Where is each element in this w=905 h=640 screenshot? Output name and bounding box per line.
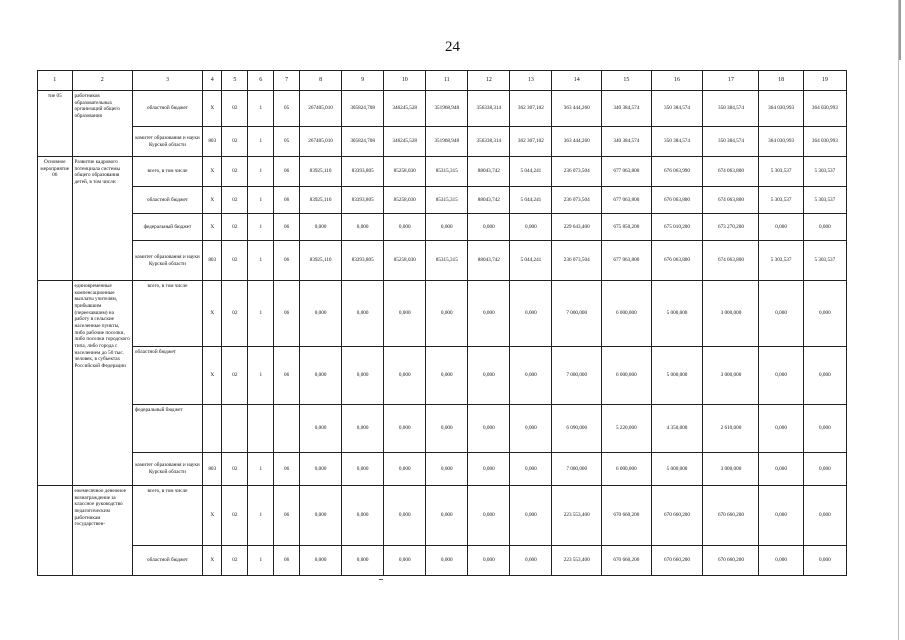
table-cell: 02 — [222, 187, 248, 214]
table-cell: 0,000 — [468, 405, 510, 453]
table-row — [38, 405, 847, 453]
table-cell: 0,000 — [342, 214, 384, 241]
column-number: 15 — [602, 71, 652, 91]
table-row — [38, 546, 847, 576]
table-cell: 0,000 — [426, 546, 468, 576]
table-cell: 02 — [222, 546, 248, 576]
table-cell: X — [203, 347, 222, 405]
table-cell: 5 303,537 — [759, 241, 803, 281]
table-cell: 0,000 — [426, 347, 468, 405]
table-cell: 267405,010 — [300, 91, 342, 127]
column-number: 11 — [426, 71, 468, 91]
column-number: 17 — [703, 71, 759, 91]
table-cell: 0,000 — [759, 486, 803, 546]
measure-code — [38, 281, 73, 486]
table-cell: 0,000 — [510, 486, 552, 546]
table-cell: 1 — [248, 453, 274, 486]
table-cell: X — [203, 486, 222, 546]
page-number: 24 — [445, 39, 460, 55]
table-cell: 236 073,504 — [552, 187, 602, 214]
table-cell: 4 350,000 — [651, 405, 703, 453]
table-cell: X — [203, 187, 222, 214]
table-cell: 267405,010 — [300, 127, 342, 157]
table-cell: 363 444,260 — [552, 127, 602, 157]
table-cell: 0,000 — [384, 405, 426, 453]
table-cell: 3 000,000 — [703, 453, 759, 486]
column-number: 9 — [342, 71, 384, 91]
measure-code: тие 05 — [38, 91, 73, 157]
table-cell: 356338,314 — [468, 127, 510, 157]
table-cell — [274, 405, 300, 453]
funding-source: комитет образования и науки Курской области — [132, 453, 202, 486]
table-cell: 5 044,241 — [510, 187, 552, 214]
table-cell: 6 000,000 — [602, 453, 652, 486]
table-cell: 0,000 — [759, 546, 803, 576]
table-cell: 5 000,000 — [651, 281, 703, 347]
table-cell: 0,000 — [300, 405, 342, 453]
table-cell: 83925,110 — [300, 157, 342, 187]
table-cell: 0,000 — [426, 486, 468, 546]
table-cell: 0,000 — [803, 405, 846, 453]
table-cell: 0,000 — [384, 347, 426, 405]
measure-name: ежемесячное денежное вознаграждение за классное руководство педагогическим работникам государствен- — [72, 486, 132, 576]
table-cell: X — [203, 281, 222, 347]
table-cell: 675 850,200 — [602, 214, 652, 241]
table-cell: 0,000 — [759, 405, 803, 453]
table-row — [38, 157, 847, 187]
table-cell: 0,000 — [300, 281, 342, 347]
table-cell: 06 — [274, 281, 300, 347]
table-cell: 3 000,000 — [703, 281, 759, 347]
table-cell: 06 — [274, 453, 300, 486]
table-cell: 02 — [222, 91, 248, 127]
table-cell: 0,000 — [342, 546, 384, 576]
table-cell: 1 — [248, 241, 274, 281]
measure-name: работников образовательных организаций общего образования — [72, 91, 132, 157]
measure-name: единовременные компенсационные выплаты учителям, прибывшим (переехавшим) на работу в сельские населенные пункты, либо рабочие поселки, либо поселки городского типа, либо города с населением до 50 тыс. человек, в субъектах Российской Федерации — [72, 281, 132, 486]
table-cell: 6 000,000 — [602, 281, 652, 347]
table-cell: 229 643,400 — [552, 214, 602, 241]
table-cell: 0,000 — [468, 281, 510, 347]
table-row — [38, 214, 847, 241]
table-cell: 363 444,260 — [552, 91, 602, 127]
table-cell: 5 044,241 — [510, 157, 552, 187]
table-cell: 88043,742 — [468, 241, 510, 281]
table-row — [38, 127, 847, 157]
table-cell: 305824,708 — [342, 91, 384, 127]
table-cell: 0,000 — [803, 347, 846, 405]
column-number: 18 — [759, 71, 803, 91]
table-cell: 670 660,200 — [602, 486, 652, 546]
table-cell: 356338,314 — [468, 91, 510, 127]
table-cell: 673 270,200 — [703, 214, 759, 241]
funding-source: областной бюджет — [132, 546, 202, 576]
table-cell: 803 — [203, 453, 222, 486]
table-cell: 0,000 — [384, 453, 426, 486]
table-cell: 674 063,800 — [703, 157, 759, 187]
table-cell: 0,000 — [468, 453, 510, 486]
funding-source: всего, в том числе — [132, 157, 202, 187]
table-cell: 0,000 — [342, 405, 384, 453]
column-number: 5 — [222, 71, 248, 91]
table-cell: 223 553,400 — [552, 546, 602, 576]
table-cell: 85315,315 — [426, 187, 468, 214]
table-cell: 674 063,800 — [703, 187, 759, 214]
table-cell: 0,000 — [803, 546, 846, 576]
table-cell: 02 — [222, 347, 248, 405]
table-cell: X — [203, 157, 222, 187]
table-cell: 670 660,200 — [703, 546, 759, 576]
table-cell: 340 384,574 — [602, 127, 652, 157]
table-cell: 351968,948 — [426, 91, 468, 127]
table-cell: 0,000 — [510, 405, 552, 453]
table-cell: 02 — [222, 486, 248, 546]
table-cell: 340 384,574 — [602, 91, 652, 127]
scan-edge — [898, 0, 899, 640]
table-cell: 0,000 — [300, 347, 342, 405]
table-row — [38, 281, 847, 347]
table-cell: 364 030,993 — [759, 91, 803, 127]
table-cell: 5 303,537 — [759, 157, 803, 187]
table-cell: 670 660,200 — [602, 546, 652, 576]
table-cell: 06 — [274, 187, 300, 214]
funding-source: комитет образования и науки Курской области — [132, 127, 202, 157]
table-cell: 83925,110 — [300, 241, 342, 281]
table-cell: 02 — [222, 214, 248, 241]
table-cell: 350 384,574 — [703, 91, 759, 127]
table-cell: 0,000 — [510, 546, 552, 576]
table-cell: 6 000,000 — [602, 347, 652, 405]
funding-source: всего, в том числе — [132, 281, 202, 347]
table-cell: X — [203, 91, 222, 127]
table-cell: 0,000 — [803, 453, 846, 486]
table-cell: 0,000 — [300, 214, 342, 241]
table-cell: 0,000 — [342, 486, 384, 546]
funding-source: федеральный бюджет — [132, 405, 202, 453]
column-number: 19 — [803, 71, 846, 91]
column-number: 12 — [468, 71, 510, 91]
table-cell: 346245,528 — [384, 91, 426, 127]
table-cell: 85258,030 — [384, 157, 426, 187]
column-number: 2 — [72, 71, 132, 91]
table-cell: 677 063,800 — [602, 187, 652, 214]
table-cell: 1 — [248, 91, 274, 127]
table-row — [38, 347, 847, 405]
table-row — [38, 241, 847, 281]
column-number: 4 — [203, 71, 222, 91]
scan-mark — [899, 0, 901, 60]
column-number-row — [38, 71, 847, 91]
table-cell: 7 000,000 — [552, 281, 602, 347]
table-row — [38, 486, 847, 546]
table-cell: 0,000 — [300, 546, 342, 576]
column-number: 16 — [651, 71, 703, 91]
table-cell: 0,000 — [426, 453, 468, 486]
table-cell: 02 — [222, 127, 248, 157]
table-cell: 0,000 — [510, 281, 552, 347]
table-cell: 351968,948 — [426, 127, 468, 157]
table-cell — [222, 405, 248, 453]
table-cell: 676 063,990 — [651, 157, 703, 187]
table-cell: 305824,708 — [342, 127, 384, 157]
table-cell: 0,000 — [384, 214, 426, 241]
table-cell: 5 000,000 — [651, 347, 703, 405]
table-cell: 06 — [274, 241, 300, 281]
table-cell: 88043,742 — [468, 187, 510, 214]
table-cell: 364 030,993 — [759, 127, 803, 157]
column-number: 8 — [300, 71, 342, 91]
table-cell: 1 — [248, 281, 274, 347]
table-cell: 06 — [274, 347, 300, 405]
table-cell: 02 — [222, 157, 248, 187]
table-cell: 677 063,800 — [602, 157, 652, 187]
funding-source: областной бюджет — [132, 91, 202, 127]
table-cell: 0,000 — [426, 405, 468, 453]
table-cell: 350 384,574 — [703, 127, 759, 157]
table-cell: 0,000 — [342, 281, 384, 347]
column-number: 3 — [132, 71, 202, 91]
table-cell: 1 — [248, 486, 274, 546]
table-cell: 1 — [248, 546, 274, 576]
table-cell: 7 000,000 — [552, 347, 602, 405]
table-cell: 0,000 — [342, 453, 384, 486]
measure-code — [38, 486, 73, 576]
table-cell: 364 030,993 — [803, 127, 846, 157]
table-cell: 676 063,800 — [651, 241, 703, 281]
table-cell: 02 — [222, 453, 248, 486]
table-cell: 346245,528 — [384, 127, 426, 157]
funding-source: областной бюджет — [132, 347, 202, 405]
table-cell: 7 000,000 — [552, 453, 602, 486]
table-cell: 0,000 — [510, 453, 552, 486]
table-cell: 5 220,000 — [602, 405, 652, 453]
funding-source: областной бюджет — [132, 187, 202, 214]
table-cell: 350 384,574 — [651, 91, 703, 127]
funding-source: комитет образования и науки Курской области — [132, 241, 202, 281]
table-cell: 0,000 — [803, 214, 846, 241]
table-cell: 1 — [248, 157, 274, 187]
table-cell — [203, 405, 222, 453]
table-cell: 88043,742 — [468, 157, 510, 187]
column-number: 13 — [510, 71, 552, 91]
table-cell: 0,000 — [803, 281, 846, 347]
table-cell: 0,000 — [300, 486, 342, 546]
table-cell: 0,000 — [468, 546, 510, 576]
table-cell: 670 660,200 — [651, 486, 703, 546]
table-cell: 83925,110 — [300, 187, 342, 214]
table-cell: 05 — [274, 91, 300, 127]
table-cell: 350 384,574 — [651, 127, 703, 157]
table-cell: 0,000 — [759, 214, 803, 241]
funding-source: всего, в том числе — [132, 486, 202, 546]
table-row — [38, 91, 847, 127]
table-cell: 2 610,000 — [703, 405, 759, 453]
column-number: 1 — [38, 71, 73, 91]
table-row — [38, 453, 847, 486]
table-cell: 670 660,200 — [703, 486, 759, 546]
table-cell: 1 — [248, 187, 274, 214]
table-cell: 676 063,800 — [651, 187, 703, 214]
table-cell: 0,000 — [468, 347, 510, 405]
table-cell: 236 073,504 — [552, 241, 602, 281]
column-number: 7 — [274, 71, 300, 91]
scan-speck — [379, 579, 383, 580]
table-cell: 85315,315 — [426, 157, 468, 187]
table-cell: 1 — [248, 347, 274, 405]
table-cell: 1 — [248, 127, 274, 157]
table-cell: 83393,805 — [342, 157, 384, 187]
table-cell: 06 — [274, 157, 300, 187]
table-cell: 0,000 — [300, 453, 342, 486]
table-cell: 5 044,241 — [510, 241, 552, 281]
table-cell: 675 010,200 — [651, 214, 703, 241]
funding-source: федеральный бюджет — [132, 214, 202, 241]
table-cell: 670 660,200 — [651, 546, 703, 576]
table-cell: 803 — [203, 241, 222, 281]
column-number: 10 — [384, 71, 426, 91]
table-cell: 803 — [203, 127, 222, 157]
table-cell: 0,000 — [342, 347, 384, 405]
table-cell: 06 — [274, 486, 300, 546]
table-cell: 236 073,504 — [552, 157, 602, 187]
table-cell: 0,000 — [384, 486, 426, 546]
table-cell: X — [203, 214, 222, 241]
measure-name: Развитие кадрового потенциала системы общего образования детей, в том числе: — [72, 157, 132, 281]
column-number: 6 — [248, 71, 274, 91]
table-cell: 02 — [222, 281, 248, 347]
table-cell: 0,000 — [759, 347, 803, 405]
table-cell: 85258,030 — [384, 241, 426, 281]
table-cell: 362 307,102 — [510, 127, 552, 157]
table-cell: 674 063,800 — [703, 241, 759, 281]
table-cell: 85315,315 — [426, 241, 468, 281]
table-cell: 06 — [274, 546, 300, 576]
table-cell: 0,000 — [468, 486, 510, 546]
table-cell: 05 — [274, 127, 300, 157]
table-cell: 83393,805 — [342, 241, 384, 281]
table-cell: 677 063,800 — [602, 241, 652, 281]
table-cell: 5 303,537 — [759, 187, 803, 214]
table-cell: 6 090,000 — [552, 405, 602, 453]
table-cell: 5 000,000 — [651, 453, 703, 486]
table-cell: 5 303,537 — [803, 157, 846, 187]
table-cell: 02 — [222, 241, 248, 281]
table-cell: 5 303,537 — [803, 241, 846, 281]
table-cell: 362 307,102 — [510, 91, 552, 127]
table-row — [38, 187, 847, 214]
table-cell: 0,000 — [510, 214, 552, 241]
table-cell: 0,000 — [426, 214, 468, 241]
table-cell: 0,000 — [426, 281, 468, 347]
table-cell: 0,000 — [759, 281, 803, 347]
measure-code: Основное мероприятие 06 — [38, 157, 73, 281]
table-cell: 0,000 — [759, 453, 803, 486]
column-number: 14 — [552, 71, 602, 91]
table-cell: 3 000,000 — [703, 347, 759, 405]
table-cell: 1 — [248, 214, 274, 241]
table-cell: 0,000 — [468, 214, 510, 241]
table-cell: 0,000 — [510, 347, 552, 405]
table-cell: X — [203, 546, 222, 576]
table-cell: 223 553,400 — [552, 486, 602, 546]
table-cell: 0,000 — [384, 281, 426, 347]
table-cell: 5 303,537 — [803, 187, 846, 214]
table-cell: 0,000 — [803, 486, 846, 546]
table-cell: 06 — [274, 214, 300, 241]
table-cell: 0,000 — [384, 546, 426, 576]
table-cell: 85258,030 — [384, 187, 426, 214]
table-cell: 364 030,993 — [803, 91, 846, 127]
table-cell: 83393,805 — [342, 187, 384, 214]
budget-table — [37, 70, 847, 576]
table-cell — [248, 405, 274, 453]
